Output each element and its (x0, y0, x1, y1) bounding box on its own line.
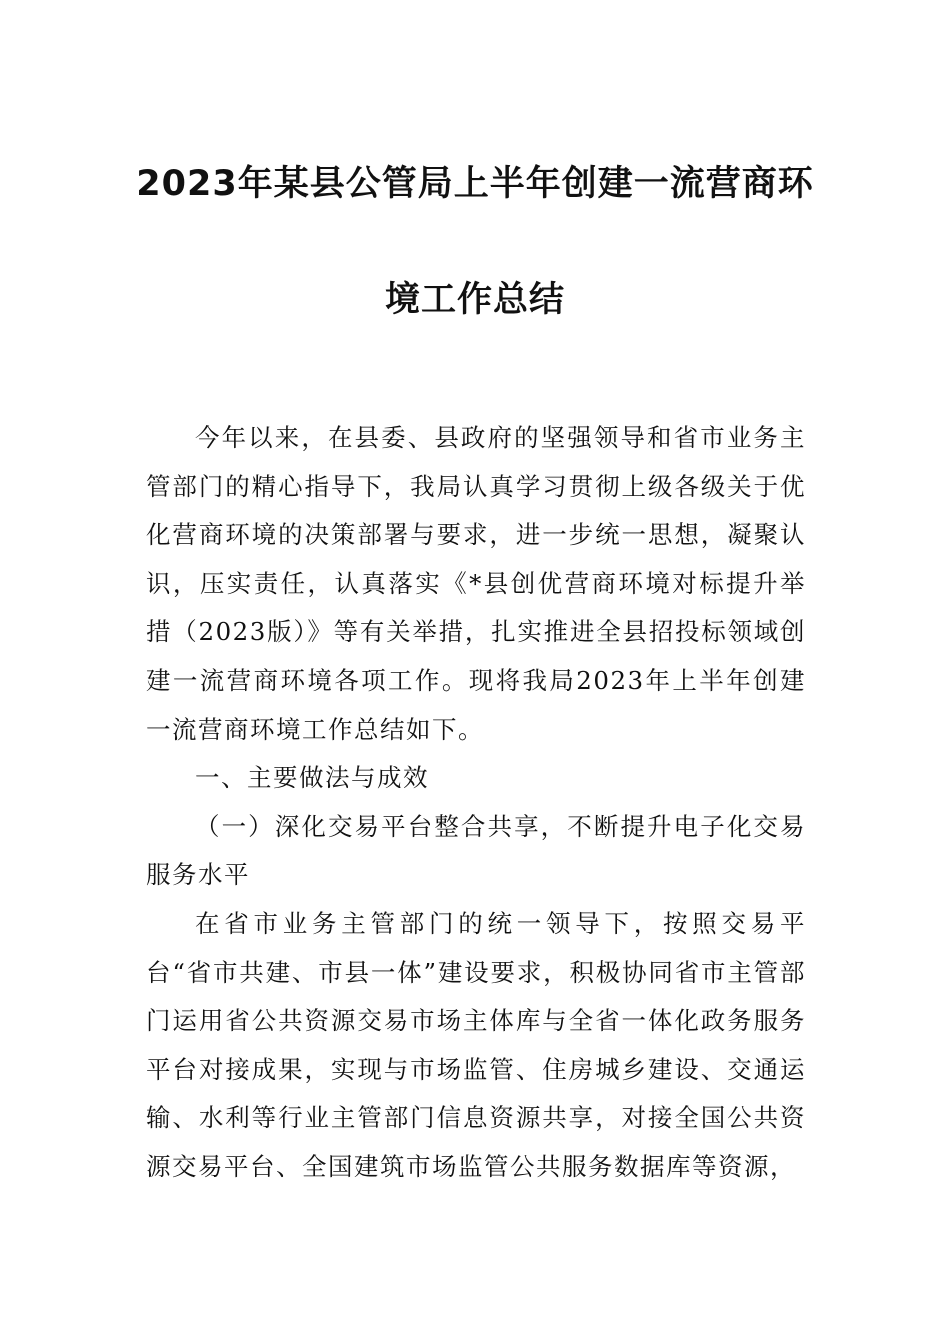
section-heading-1: 一、主要做法与成效 (195, 763, 429, 793)
intro-paragraph: 今年以来，在县委、县政府的坚强领导和省市业务主管部门的精心指导下，我局认真学习贯彻上级各级关于优化营商环境的决策部署与要求，进一步统一思想，凝聚认识，压实责任，认真落实《*县创优营商环境对标提升举措（2023版）》等有关举措，扎实推进全县招投标领域创建一流营商环境各项工作。现将我局2023年上半年创建一流营商环境工作总结如下。 (146, 423, 806, 744)
document-title-line-1: 2023年某县公管局上半年创建一流营商环 (136, 164, 814, 204)
body-paragraph-1: 在省市业务主管部门的统一领导下，按照交易平台“省市共建、市县一体”建设要求，积极协同省市主管部门运用省公共资源交易市场主体库与全省一体化政务服务平台对接成果，实现与市场监管、住房城乡建设、交通运输、水利等行业主管部门信息资源共享，对接全国公共资源交易平台、全国建筑市场监管公共服务数据库等资源， (146, 908, 806, 1181)
document-body (146, 414, 806, 1192)
document-title-line-2: 境工作总结 (384, 280, 565, 320)
subsection-heading-1: （一）深化交易平台整合共享，不断提升电子化交易服务水平 (146, 811, 806, 890)
